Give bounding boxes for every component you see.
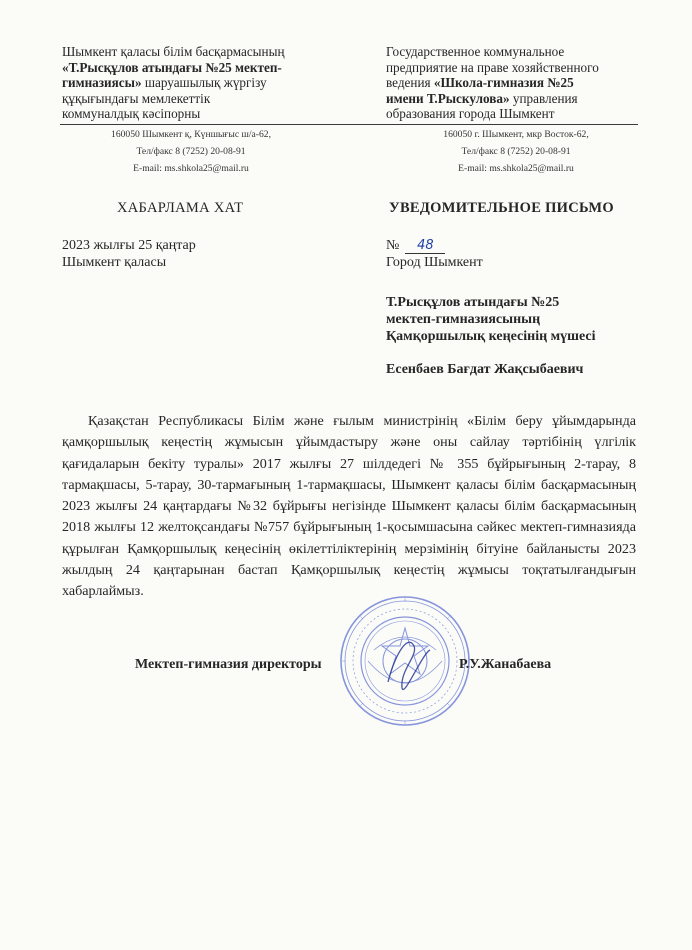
document-date: 2023 жылғы 25 қаңтар xyxy=(62,238,196,253)
addressee-line1: Т.Рысқұлов атындағы №25 xyxy=(386,295,560,310)
contact-kz-address: 160050 Шымкент қ, Күншығыс ш/а-62, xyxy=(111,129,271,140)
document-number: 48 xyxy=(405,239,445,254)
contact-kz-phone: Тел/факс 8 (7252) 20-08-91 xyxy=(136,146,246,157)
header-ru-line3-pre: ведения xyxy=(386,75,434,90)
header-divider xyxy=(60,124,638,125)
header-kz-line5: коммуналдық кәсіпорны xyxy=(62,106,201,121)
contact-ru-address: 160050 г. Шымкент, мкр Восток-62, xyxy=(443,129,589,140)
header-kz-line2: «Т.Рысқұлов атындағы №25 мектеп- xyxy=(62,59,282,75)
contacts-russian xyxy=(398,126,634,177)
header-ru-line4-rest: управления xyxy=(509,90,578,106)
header-kz-line3-bold: гимназиясы» xyxy=(62,75,142,90)
header-russian xyxy=(386,44,641,122)
header-kz-line3-rest: шаруашылық жүргізу xyxy=(141,75,267,90)
addressee-block xyxy=(386,294,656,345)
header-kazakh xyxy=(62,44,324,122)
header-ru-line1: Государственное коммунальное xyxy=(386,44,565,59)
signature-name: Р.У.Жанабаева xyxy=(459,657,552,672)
addressee-line3: Қамқоршылық кеңесінің мүшесі xyxy=(386,329,596,344)
document-title-kazakh: ХАБАРЛАМА ХАТ xyxy=(117,200,244,216)
document-city-russian: Город Шымкент xyxy=(386,255,483,270)
meta-russian xyxy=(386,237,483,271)
contact-ru-phone: Тел/факс 8 (7252) 20-08-91 xyxy=(461,146,571,157)
addressee-name: Есенбаев Бағдат Жақсыбаевич xyxy=(386,362,584,377)
header-ru-line3-bold: «Школа-гимназия №25 xyxy=(433,75,574,90)
header-ru-line2: предприятие на праве хозяйственного xyxy=(386,59,599,75)
number-label: № xyxy=(386,238,400,253)
addressee-line2: мектеп-гимназиясының xyxy=(386,312,541,327)
contact-ru-email: E-mail: ms.shkola25@mail.ru xyxy=(458,163,574,174)
meta-kazakh xyxy=(62,237,196,271)
official-seal-stamp-icon xyxy=(338,594,472,728)
contact-kz-email: E-mail: ms.shkola25@mail.ru xyxy=(133,163,249,174)
header-kz-line4: құқығындағы мемлекеттік xyxy=(62,90,211,106)
header-ru-line5: образования города Шымкент xyxy=(386,106,555,121)
contacts-kazakh xyxy=(80,126,302,177)
header-ru-line4-bold: имени Т.Рыскулова» xyxy=(386,90,510,106)
header-kz-line1: Шымкент қаласы білім басқармасының xyxy=(62,44,285,59)
signature-title: Мектеп-гимназия директоры xyxy=(135,657,322,672)
document-city-kazakh: Шымкент қаласы xyxy=(62,255,167,270)
letter-body: Қазақстан Республикасы Білім және ғылым министрінің «Білім беру ұйымдарында қамқоршылық кеңестің жұмысын ұйымдастыру және оны сайлау тәртібінің үлгілік қағидаларын бекіту туралы» 2017 жылғы 27 шілдедегі № 355 бұйрығының 2-тарау, 8 тармақшасы, 5-тарау, 30-тармағының 1-тармақшасы, Шымкент қаласы білім басқармасының 2023 жылғы 24 қаңтардағы №32 бұйрығы негізінде Шымкент қаласы білім басқармасының 2018 жылғы 12 желтоқсандағы №757 бұйрығының 1-қосымшасына сәйкес мектеп-гимназияда құрылған Қамқоршылық кеңесінің өкілеттіліктерінің мерзімінің бітуіне байланысты 2023 жылдың 24 қаңтарынан бастап Қамқоршылық кеңестің жұмысы тоқтатылғандығын хабарлаймыз. xyxy=(62,413,636,600)
document-title-russian: УВЕДОМИТЕЛЬНОЕ ПИСЬМО xyxy=(389,200,614,216)
